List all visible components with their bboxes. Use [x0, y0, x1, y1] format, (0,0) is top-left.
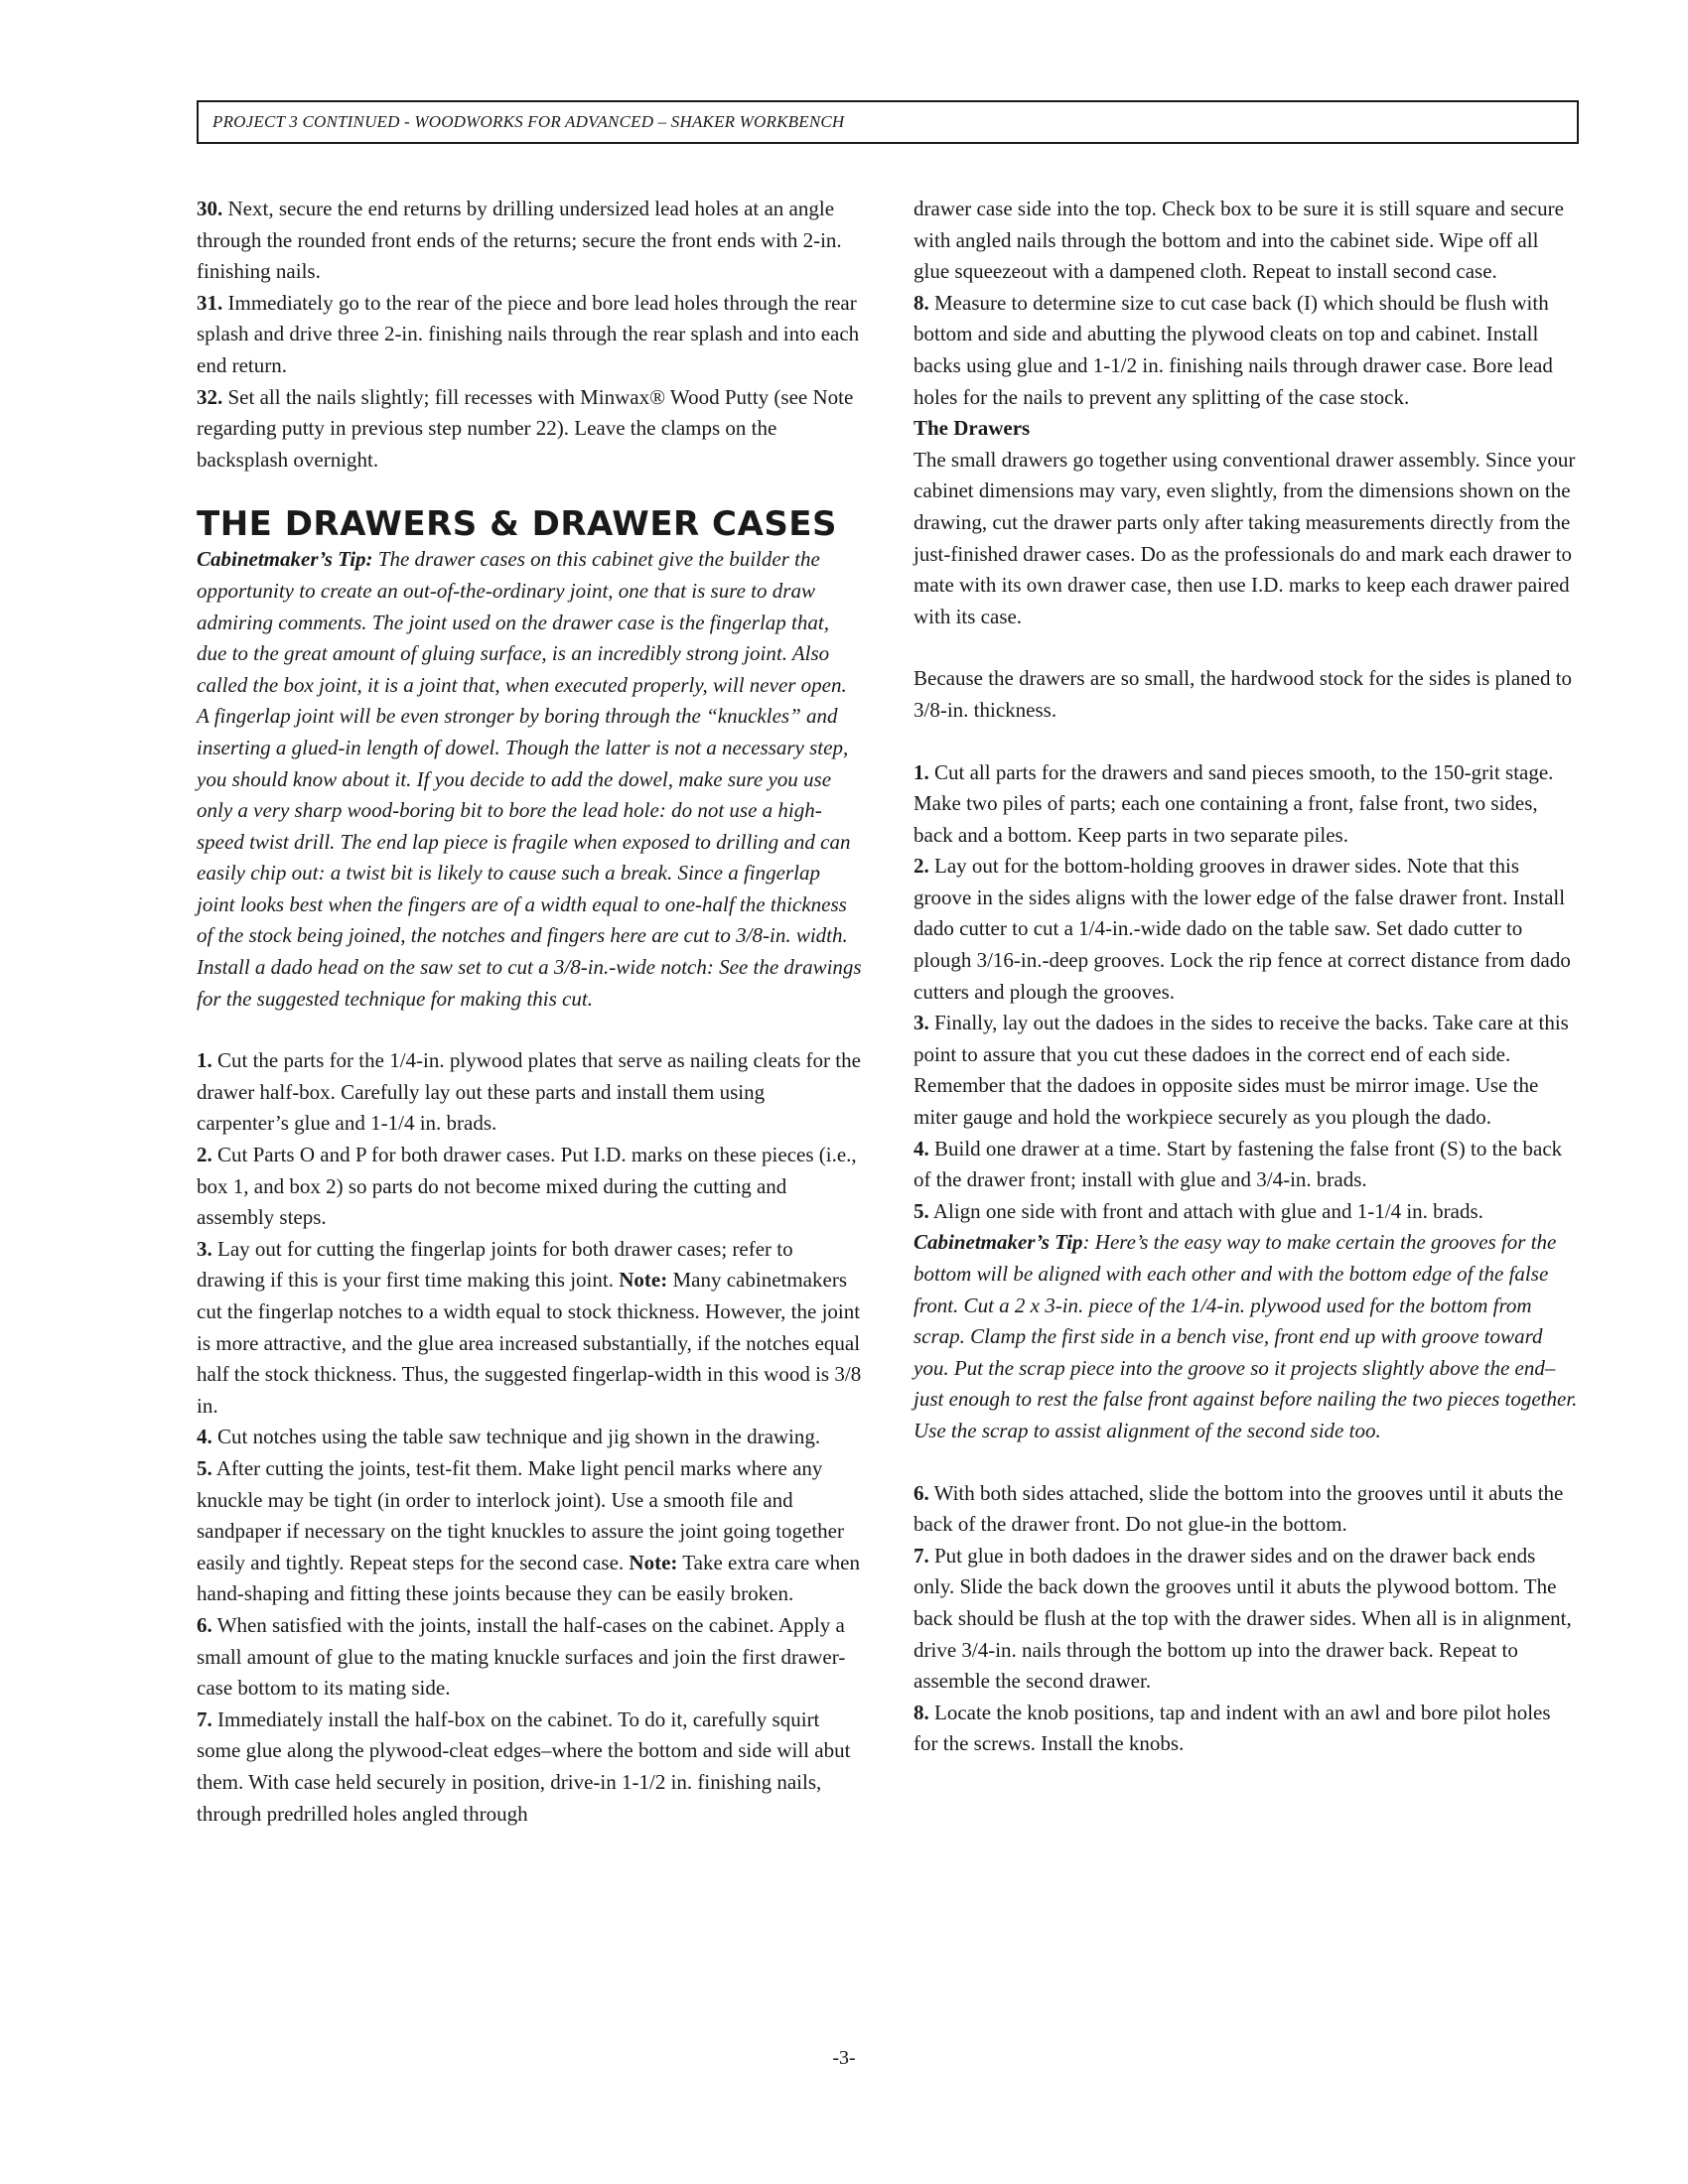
step-number: 7.: [914, 1543, 929, 1568]
step-text: When satisfied with the joints, install the half-cases on the cabinet. Apply a small amount of glue to the mating knuckle surfaces and join the first drawer-case bottom to its mating side.: [197, 1612, 846, 1701]
step-number: 32.: [197, 384, 223, 409]
step-text: Build one drawer at a time. Start by fastening the false front (S) to the back of the drawer front; install with glue and 3/4-in. brads.: [914, 1136, 1563, 1192]
drawer-step-7: [914, 1541, 1579, 1698]
step-text: Next, secure the end returns by drilling undersized lead holes at an angle through the rounded front ends of the returns; secure the front ends with 2-in. finishing nails.: [197, 197, 842, 284]
step-number: 1.: [914, 759, 929, 784]
step-number: 3.: [197, 1236, 212, 1261]
step-number: 30.: [197, 197, 223, 220]
step-number: 4.: [914, 1136, 929, 1160]
drawer-step-8: [914, 1698, 1579, 1760]
step-text: Cut Parts O and P for both drawer cases. Put I.D. marks on these pieces (i.e., box 1, and box 2) so parts do not become mixed during the cutting and assembly steps.: [197, 1143, 857, 1230]
step-31: [197, 288, 862, 382]
step-text: Cut notches using the table saw technique and jig shown in the drawing.: [211, 1425, 821, 1449]
step-1: [197, 1045, 862, 1140]
step-6: [197, 1610, 862, 1705]
step-text: Finally, lay out the dadoes in the sides to receive the backs. Take care at this point to assure that you cut these dadoes in the correct end of each side. Remember that the dadoes in opposite sides must be mirror image. Use the miter gauge and hold the workpiece securely as you plough the dado.: [914, 1011, 1569, 1130]
step-text: After cutting the joints, test-fit them. Make light pencil marks where any knuckle may be tight (in order to interlock joint). Use a smooth file and sandpaper if necessary on the tight knuckles to assure the joint going together easily and tightly. Repeat steps for the second case.: [197, 1455, 844, 1574]
step-2: [197, 1140, 862, 1234]
page-number: -3-: [832, 2047, 856, 2069]
step-number: 2.: [197, 1143, 212, 1167]
step-number: 5.: [914, 1198, 929, 1223]
drawers-subheading: The Drawers: [914, 416, 1031, 441]
note-label: Note:: [619, 1268, 668, 1293]
step-text: Lay out for the bottom-holding grooves in drawer sides. Note that this groove in the sides aligns with the lower edge of the false drawer front. Install dado cutter to cut a 1/4-in.-wide dado on the table saw. Set dado cutter to plough 3/16-in.-deep grooves. Lock the rip fence at correct distance from dado cutters and plough the grooves.: [914, 854, 1571, 1004]
step-text: Immediately go to the rear of the piece and bore lead holes through the rear splash and drive three 2-in. finishing nails through the rear splash and into each end return.: [197, 290, 860, 377]
step-number: 3.: [914, 1011, 929, 1035]
tip-label: Cabinetmaker’s Tip: [914, 1230, 1083, 1255]
step-5: [197, 1453, 862, 1610]
running-header-text: PROJECT 3 CONTINUED - WOODWORKS FOR ADVANCED – SHAKER WORKBENCH: [212, 112, 845, 131]
step-number: 5.: [197, 1455, 212, 1480]
step-number: 4.: [197, 1425, 212, 1449]
step-30: [197, 194, 862, 288]
step-text-continued: Many cabinetmakers cut the fingerlap notches to a width equal to stock thickness. However, the joint is more attractive, and the glue area increased substantially, if the notches equal half the stock thickness. Thus, the suggested fingerlap-width in this wood is 3/8 in.: [197, 1268, 862, 1418]
drawer-step-2: [914, 851, 1579, 1008]
step-number: 7.: [197, 1706, 212, 1731]
step-text: Locate the knob positions, tap and indent with an awl and bore pilot holes for the screws. Install the knobs.: [914, 1700, 1551, 1756]
step-7: [197, 1705, 862, 1830]
step-text: Align one side with front and attach with glue and 1-1/4 in. brads.: [928, 1198, 1483, 1223]
step-text: Lay out for cutting the fingerlap joints for both drawer cases; refer to drawing if this is your first time making this joint.: [197, 1236, 793, 1293]
drawer-step-1: [914, 757, 1579, 852]
note-label: Note:: [629, 1550, 678, 1574]
step-32: [197, 382, 862, 477]
drawer-step-5: [914, 1196, 1579, 1228]
step-number: 6.: [914, 1480, 929, 1505]
drawers-intro: The small drawers go together using conventional drawer assembly. Since your cabinet dimensions may vary, even slightly, from the dimensions shown on the drawing, cut the drawer parts only after taking measurements directly from the just-finished drawer cases. Do as the professionals do and mark each drawer to mate with its own drawer case, then use I.D. marks to keep each drawer paired with its case.: [914, 447, 1576, 628]
tip-text: : Here’s the easy way to make certain the grooves for the bottom will be aligned with each other and with the bottom edge of the false front. Cut a 2 x 3-in. piece of the 1/4-in. plywood used for the bottom from scrap. Clamp the first side in a bench vise, front end up with groove toward you. Put the scrap piece into the groove so it projects slightly above the end–just enough to rest the false front against before nailing the two pieces together. Use the scrap to assist alignment of the second side too.: [914, 1230, 1578, 1442]
step-number: 8.: [914, 290, 929, 315]
step-text: With both sides attached, slide the bottom into the grooves until it abuts the back of the drawer front. Do not glue-in the bottom.: [914, 1480, 1564, 1537]
step-text: Measure to determine size to cut case back (I) which should be flush with bottom and side and abutting the plywood cleats on top and cabinet. Install backs using glue and 1-1/2 in. finishing nails through drawer case. Bore lead holes for the nails to prevent any splitting of the case stock.: [914, 290, 1553, 409]
step-3: [197, 1234, 862, 1423]
step-8: [914, 288, 1579, 413]
step-number: 1.: [197, 1048, 212, 1073]
section-title: THE DRAWERS & DRAWER CASES: [197, 504, 838, 545]
cabinetmaker-tip: [197, 544, 862, 1015]
step-number: 2.: [914, 854, 929, 879]
drawer-step-3: [914, 1008, 1579, 1133]
step-text: Immediately install the half-box on the cabinet. To do it, carefully squirt some glue along the plywood-cleat edges–where the bottom and side will abut them. With case held securely in position, drive-in 1-1/2 in. finishing nails, through predrilled holes angled through: [197, 1706, 851, 1826]
drawer-step-4: [914, 1134, 1579, 1196]
cabinetmaker-tip-2: [914, 1227, 1579, 1446]
step-text: Cut all parts for the drawers and sand pieces smooth, to the 150-grit stage. Make two piles of parts; each one containing a front, false front, two sides, back and a bottom. Keep parts in two separate piles.: [914, 759, 1554, 847]
right-column: [914, 194, 1579, 1760]
step-text: Set all the nails slightly; fill recesses with Minwax® Wood Putty (see Note regarding putty in previous step number 22). Leave the clamps on the backsplash overnight.: [197, 384, 854, 472]
step-4: [197, 1422, 862, 1453]
step-number: 31.: [197, 290, 223, 315]
step-text-continued: Take extra care when hand-shaping and fitting these joints because they can be easily broken.: [197, 1550, 860, 1606]
drawer-step-6: [914, 1478, 1579, 1541]
tip-text: The drawer cases on this cabinet give the builder the opportunity to create an out-of-the-ordinary joint, one that is sure to draw admiring comments. The joint used on the drawer case is the fingerlap that, due to the great amount of gluing surface, is an incredibly strong joint. Also called the box joint, it is a joint that, when executed properly, will never open. A fingerlap joint will be even stronger by boring through the “knuckles” and inserting a glued-in length of dowel. Though the latter is not a necessary step, you should know about it. If you decide to add the dowel, make sure you use only a very sharp wood-boring bit to bore the lead hole: do not use a high-speed twist drill. The end lap piece is fragile when exposed to drilling and can easily chip out: a twist bit is likely to cause such a break. Since a fingerlap joint looks best when the fingers are of a width equal to one-half the thickness of the stock being joined, the notches and fingers here are cut to 3/8-in. width. Install a dado head on the saw set to cut a 3/8-in.-wide notch: See the drawings for the suggested technique for making this cut.: [197, 547, 862, 1011]
step-number: 8.: [914, 1700, 929, 1724]
step-7-continued: drawer case side into the top. Check box to be sure it is still square and secure with angled nails through the bottom and into the cabinet side. Wipe off all glue squeezeout with a dampened cloth. Repeat to install second case.: [914, 197, 1564, 284]
running-header: [197, 100, 1579, 144]
left-column: [197, 194, 862, 1830]
step-text: Cut the parts for the 1/4-in. plywood plates that serve as nailing cleats for the drawer half-box. Carefully lay out these parts and install them using carpenter’s glue and 1-1/4 in. brads.: [197, 1048, 861, 1136]
drawers-intro-2: Because the drawers are so small, the hardwood stock for the sides is planed to 3/8-in. thickness.: [914, 666, 1573, 722]
step-text: Put glue in both dadoes in the drawer sides and on the drawer back ends only. Slide the back down the grooves until it abuts the plywood bottom. The back should be flush at the top with the drawer sides. When all is in alignment, drive 3/4-in. nails through the bottom up into the drawer back. Repeat to assemble the second drawer.: [914, 1543, 1572, 1694]
step-number: 6.: [197, 1612, 212, 1637]
tip-label: Cabinetmaker’s Tip:: [197, 547, 373, 572]
